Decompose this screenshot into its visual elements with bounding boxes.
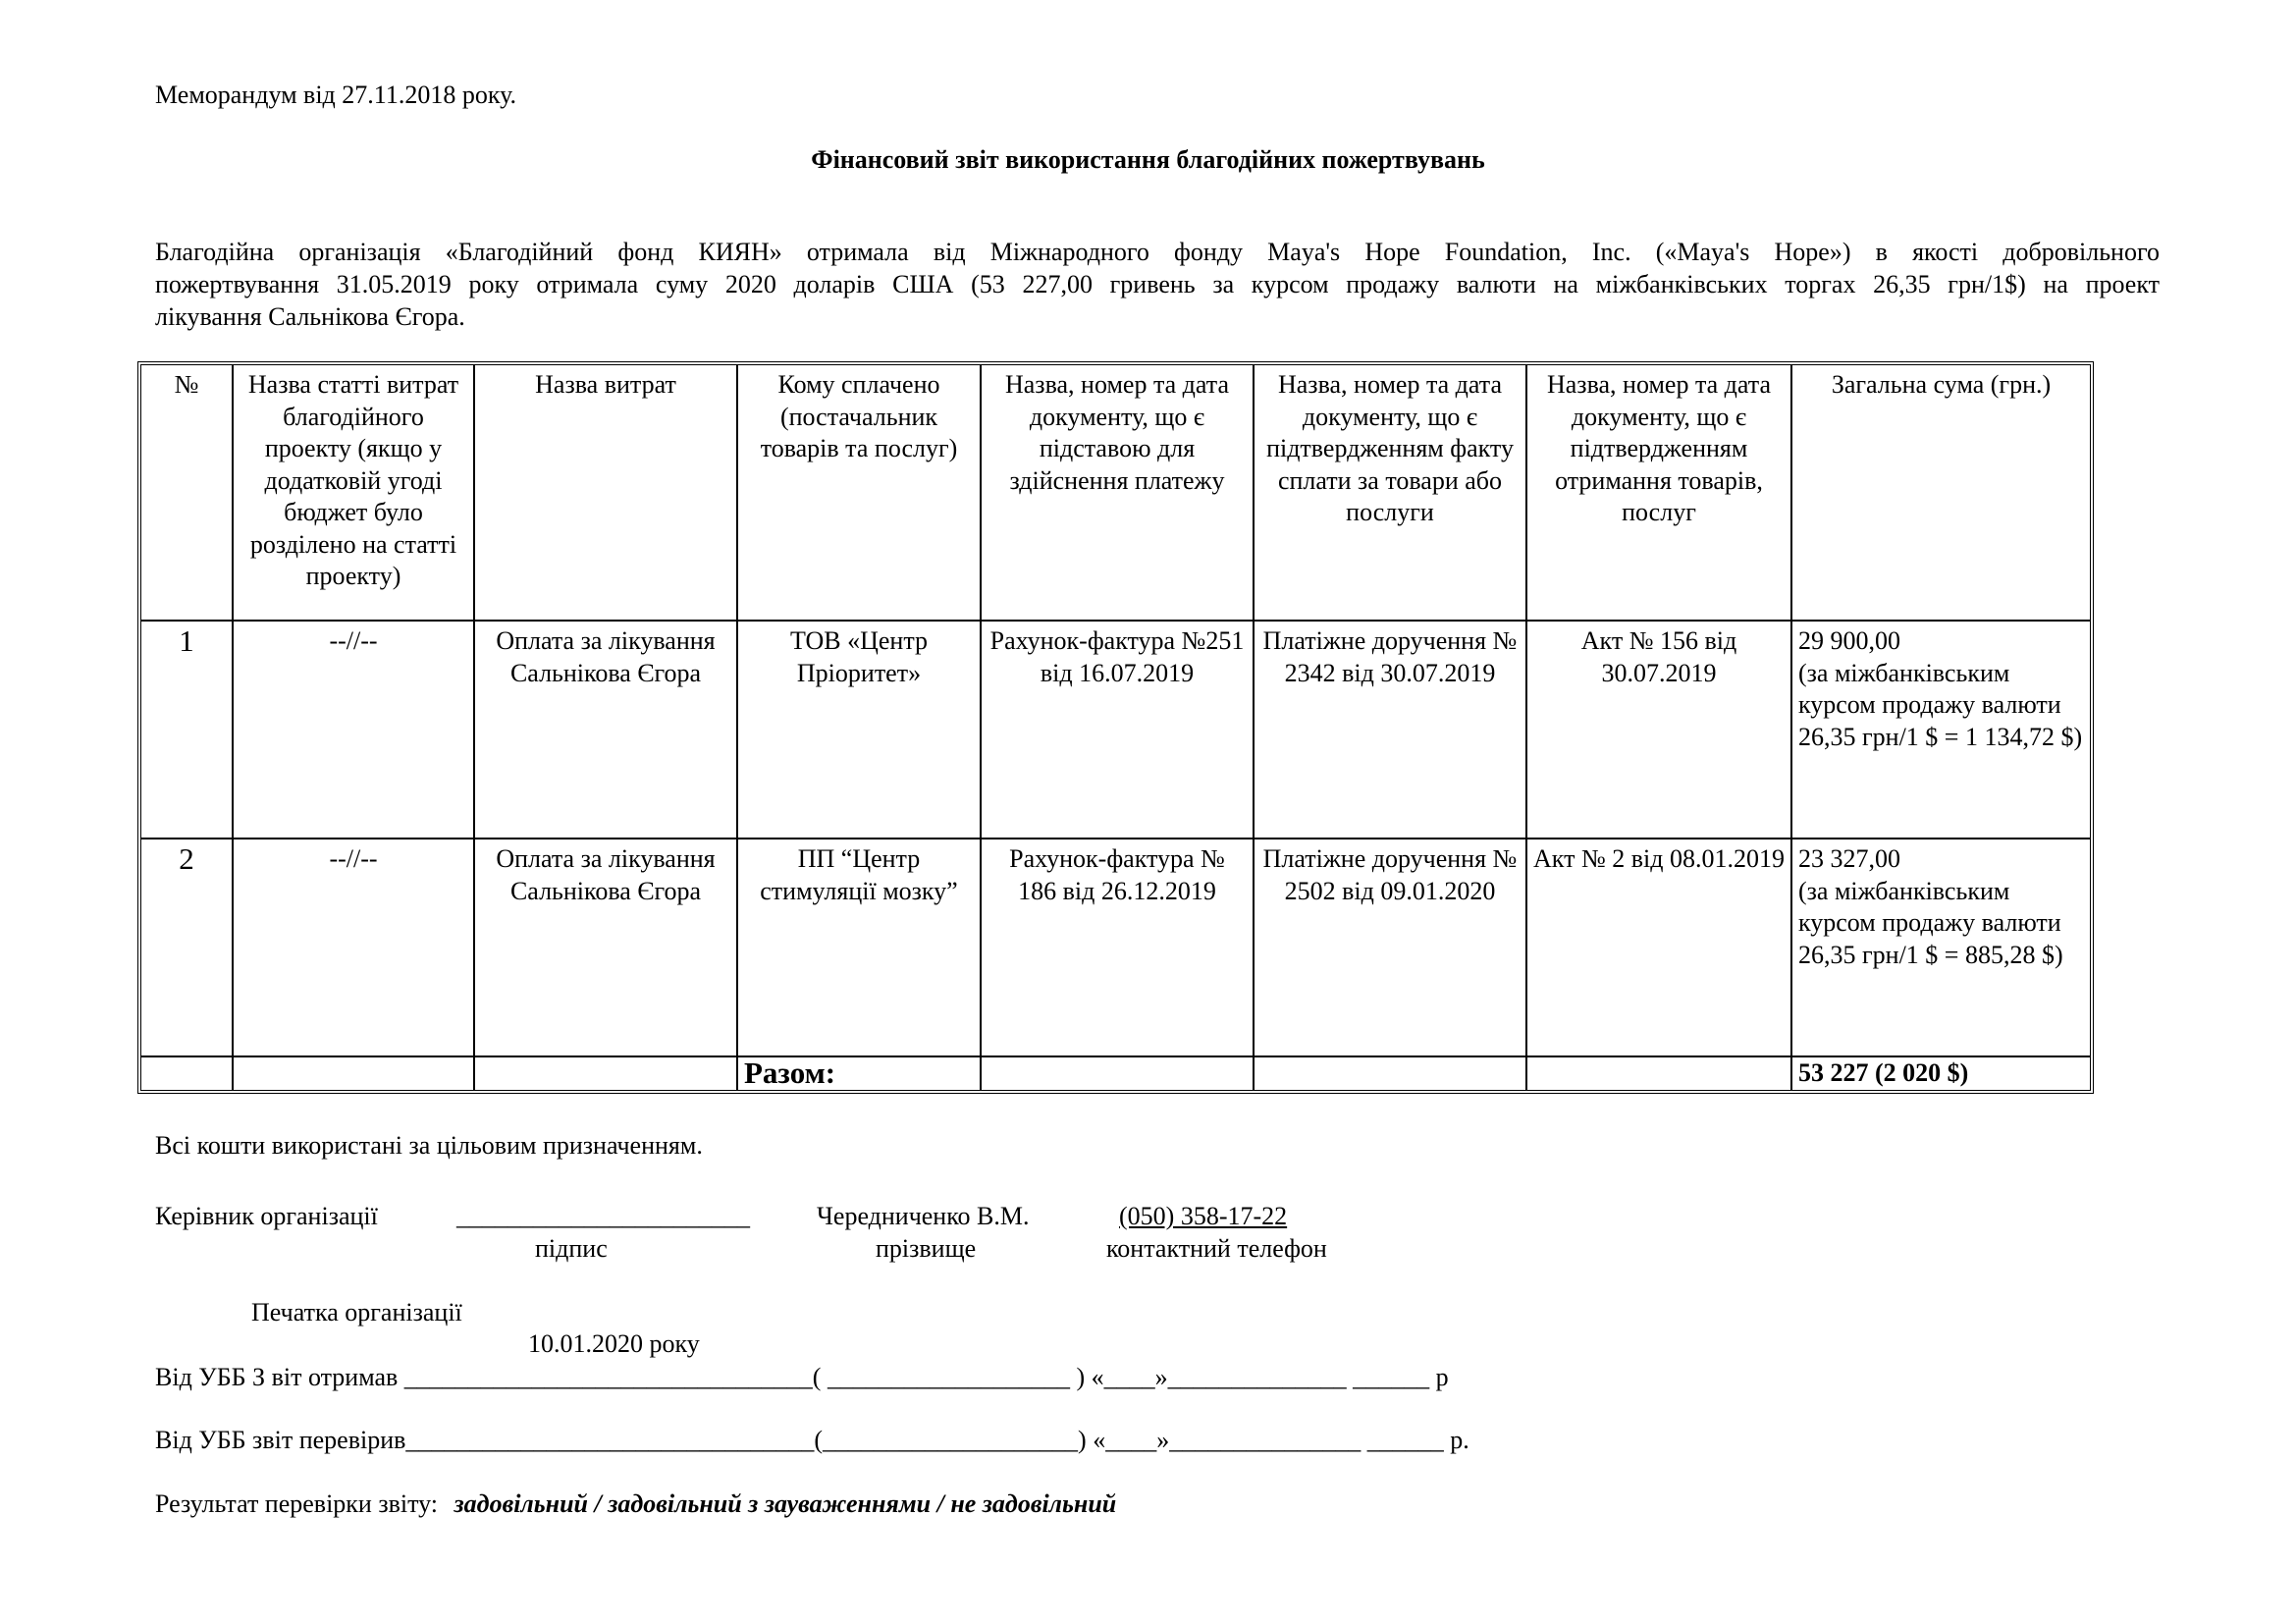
check-result-label: Результат перевірки звіту: bbox=[155, 1489, 439, 1518]
caption-phone: контактний телефон bbox=[1106, 1234, 1327, 1263]
head-name: Чередниченко В.М. bbox=[817, 1202, 1030, 1230]
table-total-row bbox=[141, 1057, 2090, 1090]
total-empty-cell bbox=[982, 1057, 1255, 1090]
total-label: Разом: bbox=[738, 1057, 982, 1090]
signature-line: _______________________ bbox=[456, 1202, 750, 1230]
row-amount-cell bbox=[1792, 622, 2090, 839]
check-result bbox=[155, 1488, 1116, 1520]
row-payee: ПП “Центр стимуляції мозку” bbox=[738, 839, 982, 1057]
intro-line-2: пожертвування 31.05.2019 року отримала суму 2020 доларів США (53 227,00 гривень за курсом продажу валюти на міжбанківських торгах 26,35 грн/1$) на проект bbox=[155, 270, 2160, 298]
row-amount: 23 327,00 bbox=[1798, 844, 1900, 873]
row-basis-doc: Рахунок-фактура № 186 від 26.12.2019 bbox=[982, 839, 1255, 1057]
table-header-row bbox=[141, 365, 2090, 622]
intro-paragraph bbox=[155, 236, 2160, 333]
row-expense: Оплата за лікування Сальнікова Єгора bbox=[475, 839, 738, 1057]
received-line: Від УББ З віт отримав ________________________________( ___________________ ) «____»______________ ______ р bbox=[155, 1363, 1449, 1391]
head-label: Керівник організації bbox=[155, 1202, 378, 1230]
header-payee: Кому сплачено (постачальник товарів та послуг) bbox=[738, 365, 982, 622]
contact-phone: (050) 358-17-22 bbox=[1119, 1202, 1288, 1230]
intro-line-3: лікування Сальнікова Єгора. bbox=[155, 302, 465, 331]
table-row bbox=[141, 839, 2090, 1057]
row-basis-doc: Рахунок-фактура №251 від 16.07.2019 bbox=[982, 622, 1255, 839]
intro-line-1: Благодійна організація «Благодійний фонд КИЯН» отримала від Міжнародного фонду Maya's Hope Foundation, Inc. («Maya's Hope») в якості добровільного bbox=[155, 238, 2160, 266]
memorandum-line: Меморандум від 27.11.2018 року. bbox=[155, 81, 516, 109]
header-basis-doc: Назва, номер та дата документу, що є підставою для здійснення платежу bbox=[982, 365, 1255, 622]
row-amount-note: (за міжбанківським курсом продажу валюти 26,35 грн/1 $ = 885,28 $) bbox=[1798, 876, 2063, 969]
table-row bbox=[141, 622, 2090, 839]
total-empty-cell bbox=[234, 1057, 475, 1090]
checked-line: Від УББ звіт перевірив________________________________(____________________) «____»_______________ ______ р. bbox=[155, 1426, 1469, 1454]
row-article: --//-- bbox=[234, 839, 475, 1057]
total-empty-cell bbox=[475, 1057, 738, 1090]
total-empty-cell bbox=[1527, 1057, 1792, 1090]
row-article: --//-- bbox=[234, 622, 475, 839]
row-receipt-doc: Акт № 2 від 08.01.2019 bbox=[1527, 839, 1792, 1057]
header-article: Назва статті витрат благодійного проекту (якщо у додатковій угоді бюджет було розділено на статті проекту) bbox=[234, 365, 475, 622]
usage-statement: Всі кошти використані за цільовим призначенням. bbox=[155, 1131, 703, 1160]
report-date: 10.01.2020 року bbox=[528, 1329, 700, 1358]
header-amount: Загальна сума (грн.) bbox=[1792, 365, 2090, 622]
row-payment-doc: Платіжне доручення № 2342 від 30.07.2019 bbox=[1255, 622, 1527, 839]
row-amount-cell bbox=[1792, 839, 2090, 1057]
caption-signature: підпис bbox=[535, 1234, 608, 1263]
row-number: 1 bbox=[141, 622, 234, 839]
header-payment-doc: Назва, номер та дата документу, що є підтвердженням факту сплати за товари або послуги bbox=[1255, 365, 1527, 622]
row-payment-doc: Платіжне доручення № 2502 від 09.01.2020 bbox=[1255, 839, 1527, 1057]
row-receipt-doc: Акт № 156 від 30.07.2019 bbox=[1527, 622, 1792, 839]
check-result-value: задовільний / задовільний з зауваженнями / не задовільний bbox=[454, 1489, 1117, 1518]
row-amount: 29 900,00 bbox=[1798, 626, 1900, 655]
total-empty-cell bbox=[141, 1057, 234, 1090]
header-expense: Назва витрат bbox=[475, 365, 738, 622]
header-receipt-doc: Назва, номер та дата документу, що є підтвердженням отримання товарів, послуг bbox=[1527, 365, 1792, 622]
row-amount-note: (за міжбанківським курсом продажу валюти 26,35 грн/1 $ = 1 134,72 $) bbox=[1798, 658, 2083, 751]
document-title: Фінансовий звіт використання благодійних пожертвувань bbox=[811, 145, 1485, 174]
expense-table bbox=[137, 361, 2094, 1094]
row-expense: Оплата за лікування Сальнікова Єгора bbox=[475, 622, 738, 839]
row-number: 2 bbox=[141, 839, 234, 1057]
caption-surname: прізвище bbox=[876, 1234, 977, 1263]
total-empty-cell bbox=[1255, 1057, 1527, 1090]
total-value: 53 227 (2 020 $) bbox=[1798, 1058, 1969, 1087]
row-payee: ТОВ «Центр Пріоритет» bbox=[738, 622, 982, 839]
header-number: № bbox=[141, 365, 234, 622]
stamp-label: Печатка організації bbox=[251, 1298, 462, 1326]
